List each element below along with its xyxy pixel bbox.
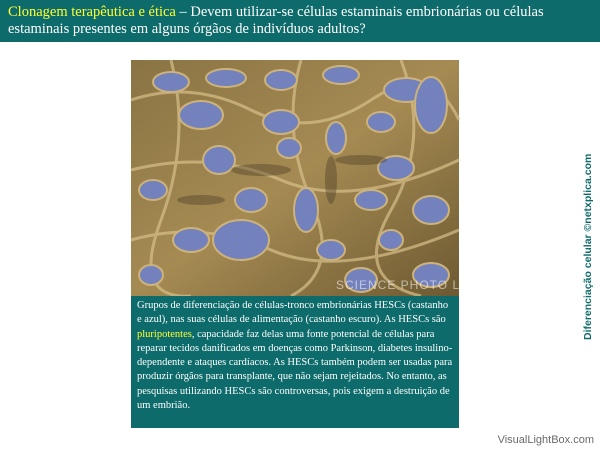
slide-title <box>0 0 600 42</box>
caption-text-1: Grupos de diferenciação de células-tronco embrionárias HESCs (castanho e azul), nas suas células de alimentação (castanho escuro). As HESCs são <box>137 300 449 326</box>
stem-cell-photo <box>131 60 511 296</box>
title-text: – Devem utilizar-se células estaminais embrionárias ou células estaminais presentes em alguns órgãos de indivíduos adultos? <box>8 4 544 37</box>
photo-watermark: SCIENCE PHOTO LIBRARY <box>336 278 511 292</box>
caption-highlight: pluripotentes <box>137 328 192 340</box>
title-highlight: Clonagem terapêutica e ética <box>8 4 176 20</box>
caption-text-2: , capacidade faz delas uma fonte potencial de células para reparar tecidos danificados em doenças como Parkinson, diabetes insulino-dependente e ataques cardíacos. As HESCs também podem ser usadas para produzir órgãos para transplante, que não sejam rejeitados. No entanto, as pesquisas utilizando HESCs são controversas, pois exigem a destruição de um embrião. <box>137 328 453 412</box>
footer-watermark: VisualLightBox.com <box>497 434 594 446</box>
image-caption <box>131 296 459 428</box>
side-credit-text: Diferenciação celular ©netxplica.com <box>582 153 594 340</box>
cell-micrograph <box>131 60 459 296</box>
